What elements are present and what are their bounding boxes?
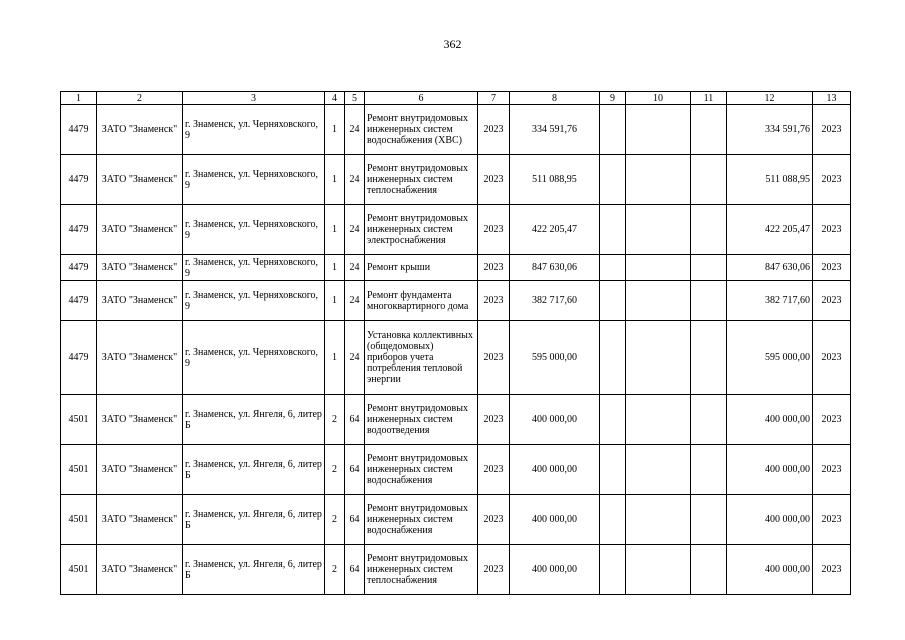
category-cell: 2 [325, 395, 345, 445]
work-type-cell: Установка коллективных (общедомовых) приборов учета потребления тепловой энергии [365, 321, 478, 395]
municipality-cell: ЗАТО "Знаменск" [97, 105, 183, 155]
page-number: 362 [443, 37, 462, 51]
owners-funds-cell: 400 000,00 [727, 445, 813, 495]
budget-cell [626, 545, 691, 595]
municipality-cell: ЗАТО "Знаменск" [97, 281, 183, 321]
address-cell: г. Знаменск, ул. Черняховского, 9 [183, 205, 325, 255]
completion-year-cell: 2023 [813, 495, 851, 545]
table-row [61, 495, 851, 545]
plan-year-cell: 2023 [478, 545, 510, 595]
fund-cell [600, 321, 626, 395]
budget-cell [626, 445, 691, 495]
table-body [61, 105, 851, 595]
table-row [61, 155, 851, 205]
apartments-cell: 24 [345, 155, 365, 205]
address-cell: г. Знаменск, ул. Черняховского, 9 [183, 321, 325, 395]
total-cost-cell: 334 591,76 [510, 105, 600, 155]
total-cost-cell: 400 000,00 [510, 545, 600, 595]
total-cost-cell: 422 205,47 [510, 205, 600, 255]
local-budget-cell [691, 495, 727, 545]
completion-year-cell: 2023 [813, 255, 851, 281]
category-cell: 1 [325, 155, 345, 205]
table-row [61, 105, 851, 155]
budget-cell [626, 321, 691, 395]
total-cost-cell: 400 000,00 [510, 445, 600, 495]
apartments-cell: 64 [345, 445, 365, 495]
budget-cell [626, 495, 691, 545]
total-cost-cell: 400 000,00 [510, 395, 600, 445]
local-budget-cell [691, 545, 727, 595]
completion-year-cell: 2023 [813, 445, 851, 495]
total-cost-cell: 595 000,00 [510, 321, 600, 395]
table-row [61, 205, 851, 255]
column-number: 10 [626, 92, 691, 105]
category-cell: 1 [325, 205, 345, 255]
owners-funds-cell: 400 000,00 [727, 395, 813, 445]
owners-funds-cell: 400 000,00 [727, 545, 813, 595]
fund-cell [600, 395, 626, 445]
plan-year-cell: 2023 [478, 445, 510, 495]
fund-cell [600, 545, 626, 595]
fund-cell [600, 495, 626, 545]
column-number: 3 [183, 92, 325, 105]
capital-repair-table [60, 91, 851, 595]
owners-funds-cell: 511 088,95 [727, 155, 813, 205]
table-row [61, 445, 851, 495]
budget-cell [626, 105, 691, 155]
total-cost-cell: 511 088,95 [510, 155, 600, 205]
municipality-cell: ЗАТО "Знаменск" [97, 445, 183, 495]
plan-year-cell: 2023 [478, 321, 510, 395]
house-id-cell: 4479 [61, 155, 97, 205]
municipality-cell: ЗАТО "Знаменск" [97, 321, 183, 395]
address-cell: г. Знаменск, ул. Янгеля, 6, литер Б [183, 395, 325, 445]
address-cell: г. Знаменск, ул. Черняховского, 9 [183, 281, 325, 321]
fund-cell [600, 155, 626, 205]
column-number: 4 [325, 92, 345, 105]
local-budget-cell [691, 395, 727, 445]
municipality-cell: ЗАТО "Знаменск" [97, 545, 183, 595]
table-row [61, 395, 851, 445]
column-number: 11 [691, 92, 727, 105]
column-number: 1 [61, 92, 97, 105]
column-number: 5 [345, 92, 365, 105]
column-number: 6 [365, 92, 478, 105]
plan-year-cell: 2023 [478, 495, 510, 545]
total-cost-cell: 382 717,60 [510, 281, 600, 321]
category-cell: 2 [325, 545, 345, 595]
local-budget-cell [691, 255, 727, 281]
budget-cell [626, 155, 691, 205]
owners-funds-cell: 382 717,60 [727, 281, 813, 321]
category-cell: 2 [325, 445, 345, 495]
house-id-cell: 4501 [61, 445, 97, 495]
completion-year-cell: 2023 [813, 281, 851, 321]
fund-cell [600, 255, 626, 281]
local-budget-cell [691, 105, 727, 155]
total-cost-cell: 400 000,00 [510, 495, 600, 545]
column-number: 9 [600, 92, 626, 105]
table-row [61, 281, 851, 321]
house-id-cell: 4479 [61, 105, 97, 155]
column-number: 12 [727, 92, 813, 105]
table-row [61, 255, 851, 281]
category-cell: 1 [325, 321, 345, 395]
house-id-cell: 4479 [61, 281, 97, 321]
house-id-cell: 4479 [61, 321, 97, 395]
plan-year-cell: 2023 [478, 155, 510, 205]
fund-cell [600, 281, 626, 321]
work-type-cell: Ремонт фундамента многоквартирного дома [365, 281, 478, 321]
work-type-cell: Ремонт внутридомовых инженерных систем электроснабжения [365, 205, 478, 255]
budget-cell [626, 281, 691, 321]
category-cell: 2 [325, 495, 345, 545]
column-number: 2 [97, 92, 183, 105]
completion-year-cell: 2023 [813, 105, 851, 155]
work-type-cell: Ремонт внутридомовых инженерных систем теплоснабжения [365, 545, 478, 595]
address-cell: г. Знаменск, ул. Янгеля, 6, литер Б [183, 495, 325, 545]
house-id-cell: 4501 [61, 545, 97, 595]
municipality-cell: ЗАТО "Знаменск" [97, 495, 183, 545]
plan-year-cell: 2023 [478, 395, 510, 445]
owners-funds-cell: 422 205,47 [727, 205, 813, 255]
budget-cell [626, 395, 691, 445]
column-number-row [61, 92, 851, 105]
apartments-cell: 24 [345, 255, 365, 281]
work-type-cell: Ремонт внутридомовых инженерных систем водоснабжения [365, 445, 478, 495]
fund-cell [600, 205, 626, 255]
budget-cell [626, 255, 691, 281]
budget-cell [626, 205, 691, 255]
column-number: 13 [813, 92, 851, 105]
completion-year-cell: 2023 [813, 395, 851, 445]
plan-year-cell: 2023 [478, 105, 510, 155]
local-budget-cell [691, 281, 727, 321]
apartments-cell: 64 [345, 495, 365, 545]
column-number: 7 [478, 92, 510, 105]
address-cell: г. Знаменск, ул. Черняховского, 9 [183, 105, 325, 155]
apartments-cell: 24 [345, 321, 365, 395]
total-cost-cell: 847 630,06 [510, 255, 600, 281]
apartments-cell: 24 [345, 281, 365, 321]
owners-funds-cell: 334 591,76 [727, 105, 813, 155]
municipality-cell: ЗАТО "Знаменск" [97, 395, 183, 445]
house-id-cell: 4501 [61, 495, 97, 545]
apartments-cell: 24 [345, 205, 365, 255]
completion-year-cell: 2023 [813, 545, 851, 595]
house-id-cell: 4501 [61, 395, 97, 445]
local-budget-cell [691, 321, 727, 395]
work-type-cell: Ремонт внутридомовых инженерных систем водоснабжения (ХВС) [365, 105, 478, 155]
address-cell: г. Знаменск, ул. Янгеля, 6, литер Б [183, 445, 325, 495]
work-type-cell: Ремонт внутридомовых инженерных систем водоснабжения [365, 495, 478, 545]
plan-year-cell: 2023 [478, 255, 510, 281]
municipality-cell: ЗАТО "Знаменск" [97, 205, 183, 255]
house-id-cell: 4479 [61, 205, 97, 255]
category-cell: 1 [325, 281, 345, 321]
work-type-cell: Ремонт внутридомовых инженерных систем теплоснабжения [365, 155, 478, 205]
plan-year-cell: 2023 [478, 281, 510, 321]
address-cell: г. Знаменск, ул. Черняховского, 9 [183, 155, 325, 205]
house-id-cell: 4479 [61, 255, 97, 281]
fund-cell [600, 105, 626, 155]
owners-funds-cell: 400 000,00 [727, 495, 813, 545]
category-cell: 1 [325, 255, 345, 281]
address-cell: г. Знаменск, ул. Черняховского, 9 [183, 255, 325, 281]
municipality-cell: ЗАТО "Знаменск" [97, 255, 183, 281]
municipality-cell: ЗАТО "Знаменск" [97, 155, 183, 205]
category-cell: 1 [325, 105, 345, 155]
apartments-cell: 64 [345, 545, 365, 595]
local-budget-cell [691, 445, 727, 495]
table-row [61, 321, 851, 395]
column-number: 8 [510, 92, 600, 105]
completion-year-cell: 2023 [813, 205, 851, 255]
apartments-cell: 64 [345, 395, 365, 445]
owners-funds-cell: 595 000,00 [727, 321, 813, 395]
local-budget-cell [691, 155, 727, 205]
completion-year-cell: 2023 [813, 155, 851, 205]
fund-cell [600, 445, 626, 495]
address-cell: г. Знаменск, ул. Янгеля, 6, литер Б [183, 545, 325, 595]
local-budget-cell [691, 205, 727, 255]
work-type-cell: Ремонт внутридомовых инженерных систем водоотведения [365, 395, 478, 445]
apartments-cell: 24 [345, 105, 365, 155]
work-type-cell: Ремонт крыши [365, 255, 478, 281]
table-row [61, 545, 851, 595]
owners-funds-cell: 847 630,06 [727, 255, 813, 281]
plan-year-cell: 2023 [478, 205, 510, 255]
completion-year-cell: 2023 [813, 321, 851, 395]
